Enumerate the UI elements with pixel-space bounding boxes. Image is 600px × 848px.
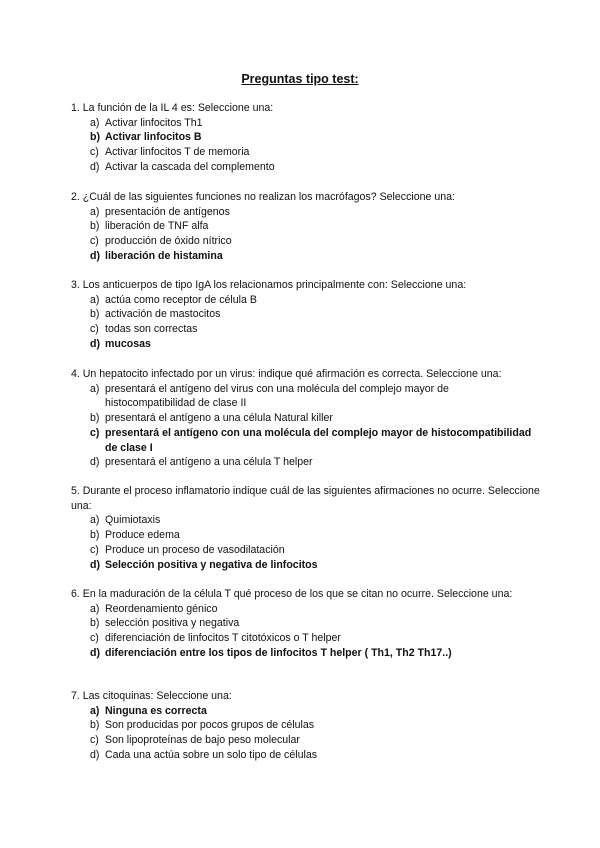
question-text: 2. ¿Cuál de las siguientes funciones no realizan los macrófagos? Seleccione una: (71, 191, 455, 203)
option-d: d) Cada una actúa sobre un solo tipo de células (90, 748, 318, 761)
question-text: 6. En la maduración de la célula T qué proceso de los que se citan no ocurre. Seleccione una: (71, 588, 513, 600)
question-3 (71, 278, 541, 352)
option-a: a) Reordenamiento génico (90, 602, 218, 615)
option-a: a) presentará el antígeno del virus con una molécula del complejo mayor de histocompatibilidad de clase II (90, 382, 449, 410)
option-c: c) Son lipoproteínas de bajo peso molecular (90, 734, 300, 747)
question-1 (71, 101, 541, 175)
option-d-correct: d) diferenciación entre los tipos de linfocitos T helper ( Th1, Th2 Th17..) (90, 646, 452, 659)
question-7 (71, 689, 541, 763)
question-text: 3. Los anticuerpos de tipo IgA los relacionamos principalmente con: Seleccione una: (71, 279, 467, 291)
question-6 (71, 587, 541, 661)
option-b: b) activación de mastocitos (90, 308, 221, 321)
option-b-correct: b) Activar linfocitos B (90, 131, 202, 144)
option-b: b) selección positiva y negativa (90, 617, 240, 630)
option-b: b) presentará el antígeno a una célula Natural killer (90, 412, 333, 425)
option-d: d) Activar la cascada del complemento (90, 160, 275, 173)
question-text: 1. La función de la IL 4 es: Seleccione una: (71, 102, 274, 114)
option-d-correct: d) Selección positiva y negativa de linfocitos (90, 558, 318, 571)
option-c: c) producción de óxido nítrico (90, 235, 232, 248)
option-d-correct: d) mucosas (90, 337, 151, 350)
option-a: a) Quimiotaxis (90, 514, 161, 527)
option-a-correct: a) Ninguna es correcta (90, 704, 207, 717)
option-a: a) Activar linfocitos Th1 (90, 116, 203, 129)
option-b: b) Son producidas por pocos grupos de células (90, 719, 315, 732)
question-4 (71, 367, 541, 470)
question-5 (71, 484, 541, 572)
page-title: Preguntas tipo test: (241, 72, 359, 86)
option-c: c) diferenciación de linfocitos T citotóxicos o T helper (90, 632, 341, 645)
option-c: c) todas son correctas (90, 323, 198, 336)
option-b: b) Produce edema (90, 529, 180, 542)
question-text: 5. Durante el proceso inflamatorio indique cuál de las siguientes afirmaciones no ocurre. Seleccione una: (71, 485, 540, 512)
question-text: 7. Las citoquinas: Seleccione una: (71, 690, 232, 702)
option-c: c) Produce un proceso de vasodilatación (90, 543, 285, 556)
option-d-correct: d) liberación de histamina (90, 249, 223, 262)
question-text: 4. Un hepatocito infectado por un virus: indique qué afirmación es correcta. Seleccione una: (71, 368, 502, 380)
option-a: a) presentación de antígenos (90, 205, 230, 218)
option-c-correct: c) presentará el antígeno con una molécula del complejo mayor de histocompatibilidad de clase I (90, 426, 532, 454)
option-d: d) presentará el antígeno a una célula T helper (90, 456, 313, 469)
option-c: c) Activar linfocitos T de memoria (90, 146, 250, 159)
option-a: a) actúa como receptor de célula B (90, 293, 257, 306)
option-b: b) liberación de TNF alfa (90, 220, 209, 233)
question-2 (71, 190, 541, 264)
